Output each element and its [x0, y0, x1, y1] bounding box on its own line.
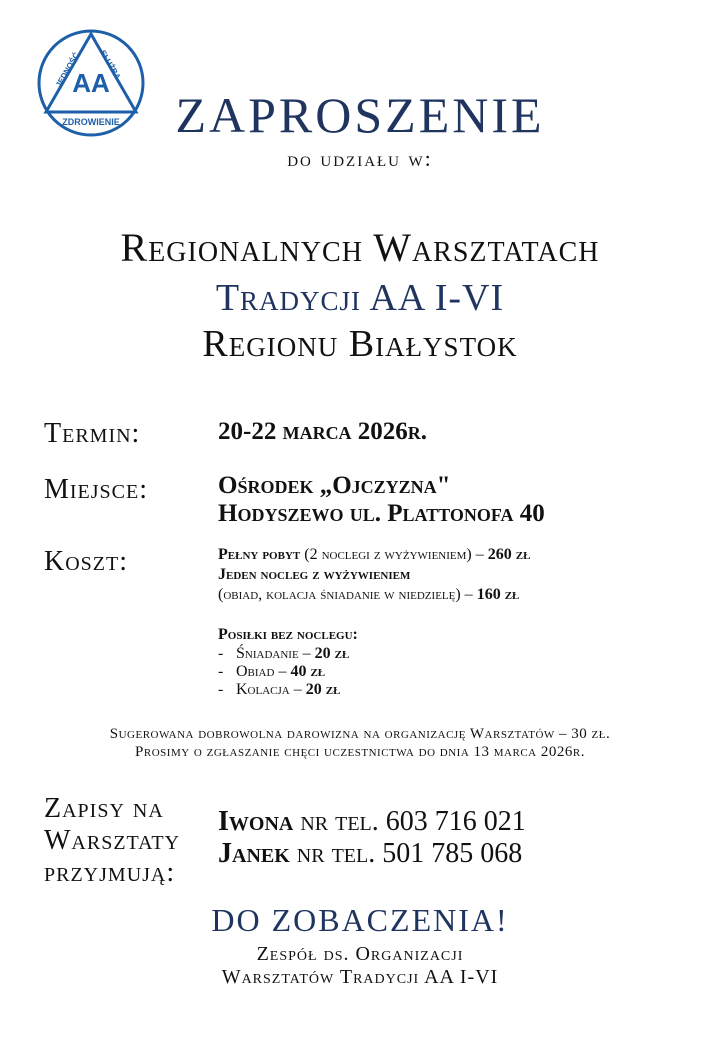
registration-deadline-note: Prosimy o zgłaszanie chęci uczestnictwa do dnia 13 marca 2026r.	[135, 744, 585, 760]
meal-item	[218, 681, 340, 699]
page-subtitle: do udziału w:	[287, 146, 433, 171]
koszt-label: Koszt:	[44, 546, 128, 577]
meal-name: Obiad –	[236, 663, 291, 680]
contact-phone: 603 716 021	[385, 806, 526, 837]
cost-full-stay-price: 260 zł	[487, 546, 531, 563]
meal-name: Śniadanie –	[236, 645, 315, 662]
zapisy-line-1: Zapisy na	[44, 793, 164, 824]
meals-header-label: Posiłki bez noclegu:	[218, 626, 358, 643]
miejsce-line-2: Hodyszewo ul. Plattonofa 40	[218, 500, 545, 527]
team-line-2: Warsztatów Tradycji AA I-VI	[221, 966, 499, 988]
contact-phone-label: nr tel.	[293, 806, 386, 837]
meal-item	[218, 645, 349, 663]
zapisy-line-2: Warsztaty	[44, 825, 181, 856]
cost-full-stay-label: Pełny pobyt	[218, 546, 301, 563]
logo-top-right-text: SŁUŻBA	[98, 48, 123, 82]
logo-bottom-text: ZDROWIENIE	[62, 117, 120, 127]
contact-iwona	[218, 806, 526, 838]
cost-one-night	[218, 565, 410, 585]
zapisy-line-3: przyjmują:	[44, 857, 176, 888]
event-line-1: Regionalnych Warsztatach	[120, 225, 600, 270]
cost-full-stay	[218, 545, 530, 565]
logo-center-text: AA	[72, 68, 110, 98]
contact-name: Iwona	[218, 806, 294, 837]
contact-phone-label: nr tel.	[289, 838, 383, 869]
team-line-1: Zespół ds. Organizacji	[256, 943, 464, 965]
contact-phone: 501 785 068	[382, 838, 523, 869]
cost-one-night-detail: (obiad, kolacja śniadanie w niedzielę) –	[218, 586, 477, 603]
meal-name: Kolacja –	[236, 681, 306, 698]
contact-janek	[218, 838, 522, 870]
meal-item	[218, 663, 325, 681]
miejsce-line-1: Ośrodek „Ojczyzna"	[218, 472, 451, 499]
cost-one-night-detail-row	[218, 585, 519, 605]
list-dash: -	[218, 645, 224, 662]
cost-one-night-label: Jeden nocleg z wyżywieniem	[218, 566, 411, 583]
event-line-3: Regionu Białystok	[202, 323, 518, 365]
event-line-2: Tradycji AA I-VI	[215, 277, 505, 319]
miejsce-label: Miejsce:	[44, 474, 149, 505]
termin-label: Termin:	[44, 418, 141, 449]
page-title: ZAPROSZENIE	[175, 87, 545, 143]
cost-one-night-price: 160 zł	[476, 586, 520, 603]
meals-header	[218, 625, 358, 645]
donation-note: Sugerowana dobrowolna darowizna na organizację Warsztatów – 30 zł.	[109, 726, 611, 742]
logo-top-left-text: JEDNOŚĆ	[53, 50, 82, 89]
contact-name: Janek	[218, 838, 290, 869]
meal-price: 40 zł	[290, 663, 326, 680]
goodbye-heading: DO ZOBACZENIA!	[211, 902, 509, 938]
meal-price: 20 zł	[305, 681, 341, 698]
meal-price: 20 zł	[314, 645, 350, 662]
termin-value: 20-22 marca 2026r.	[218, 418, 428, 445]
cost-full-stay-detail: (2 noclegi z wyżywieniem) –	[300, 546, 488, 563]
list-dash: -	[218, 681, 224, 698]
list-dash: -	[218, 663, 224, 680]
